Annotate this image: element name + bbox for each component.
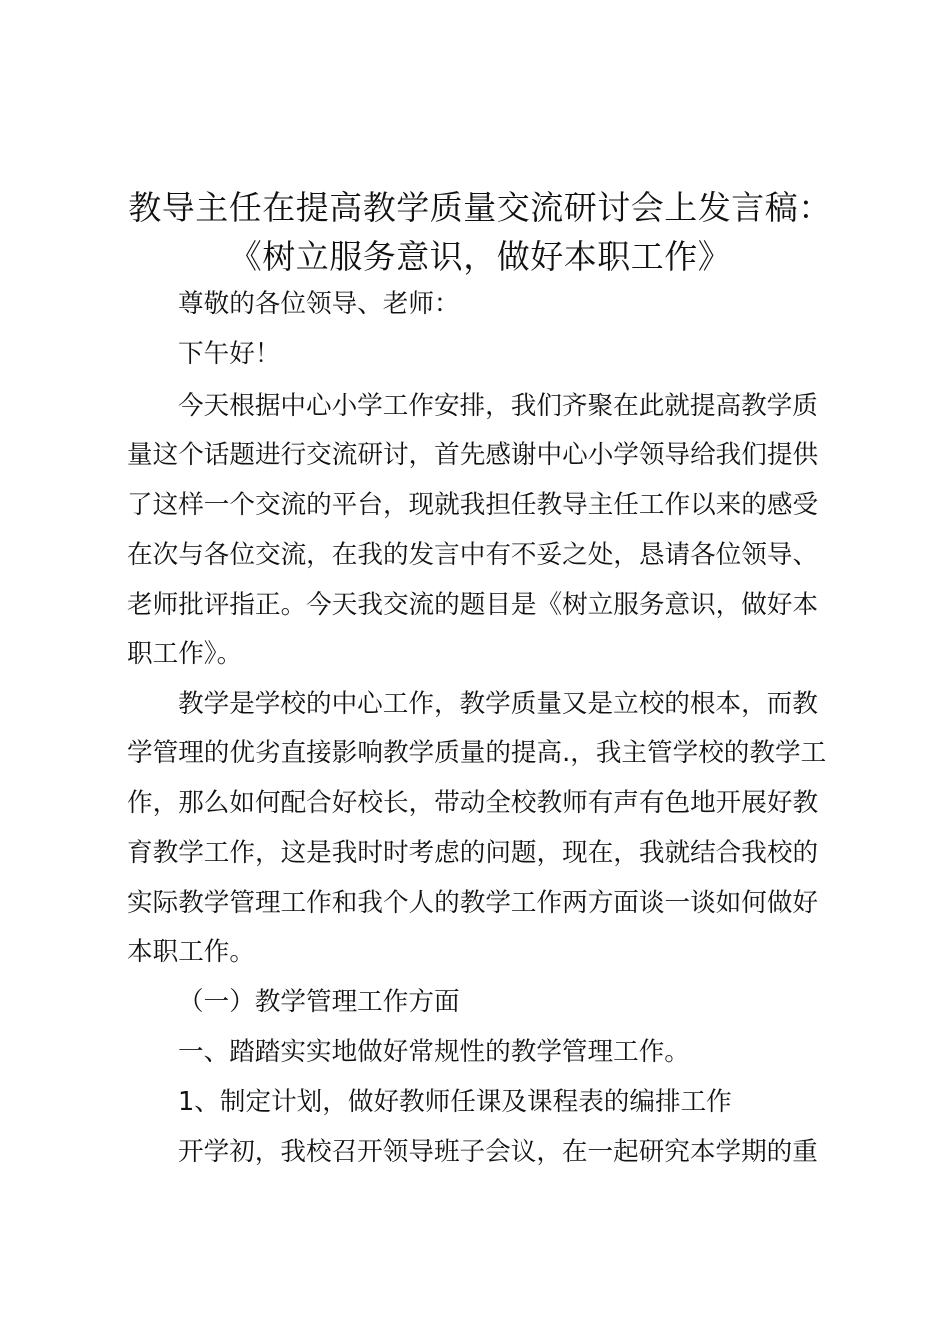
paragraph-line: 实际教学管理工作和我个人的教学工作两方面谈一谈如何做好	[127, 888, 819, 918]
paragraph-line: 学管理的优劣直接影响教学质量的提高.，我主管学校的教学工	[127, 738, 827, 768]
paragraph-line: 作，那么如何配合好校长，带动全校教师有声有色地开展好教	[127, 788, 819, 818]
paragraph-line: 今天根据中心小学工作安排，我们齐聚在此就提高教学质	[178, 391, 818, 421]
title-line-2: 《树立服务意识，做好本职工作》	[228, 237, 732, 276]
item-heading: 1、制定计划，做好教师任课及课程表的编排工作	[178, 1087, 732, 1117]
paragraph-line: 本职工作。	[127, 937, 255, 967]
greeting: 下午好！	[178, 339, 281, 369]
paragraph-line: 育教学工作，这是我时时考虑的问题，现在，我就结合我校的	[127, 838, 819, 868]
paragraph-line: 教学是学校的中心工作，教学质量又是立校的根本，而教	[178, 689, 818, 719]
paragraph-line: 职工作》。	[127, 639, 243, 669]
paragraph-line: 量这个话题进行交流研讨，首先感谢中心小学领导给我们提供	[127, 440, 819, 470]
salutation: 尊敬的各位领导、老师：	[178, 289, 460, 319]
subsection-heading: 一、踏踏实实地做好常规性的教学管理工作。	[178, 1037, 690, 1067]
section-heading: （一）教学管理工作方面	[178, 987, 460, 1017]
paragraph-line: 开学初，我校召开领导班子会议，在一起研究本学期的重	[178, 1137, 818, 1167]
paragraph-line: 了这样一个交流的平台，现就我担任教导主任工作以来的感受	[127, 490, 819, 520]
paragraph-line: 老师批评指正。今天我交流的题目是《树立服务意识，做好本	[127, 590, 819, 620]
title-line-1: 教导主任在提高教学质量交流研讨会上发言稿：	[128, 188, 832, 227]
paragraph-line: 在次与各位交流，在我的发言中有不妥之处，恳请各位领导、	[127, 540, 819, 570]
